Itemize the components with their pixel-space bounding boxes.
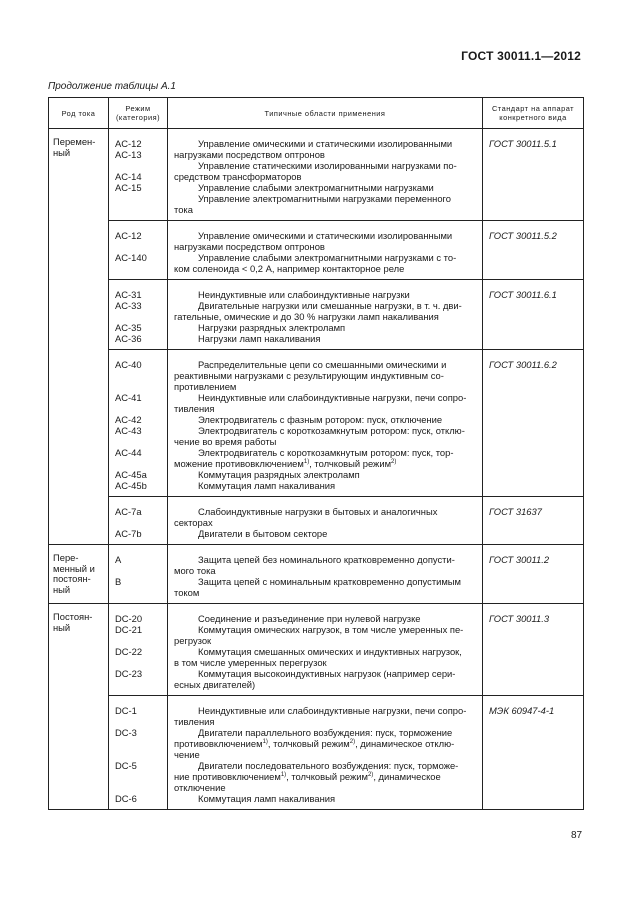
mode-code: A (115, 554, 122, 565)
application-text: Нагрузки разрядных электроламп (198, 322, 346, 333)
application-text: Управление статическими изолированными нагрузками по- (198, 160, 457, 171)
application-text: средством трансформаторов (174, 171, 302, 182)
standard-cell: ГОСТ 30011.2 (483, 545, 584, 604)
mode-code: AC-35 (115, 322, 142, 333)
application-text: в том числе умеренных перегрузок (174, 657, 327, 668)
mode-code (115, 565, 163, 576)
application-cell (168, 280, 483, 350)
application-text: ком соленоида < 0,2 А, например контакторное реле (174, 263, 405, 274)
application-text: Электродвигатель с фазным ротором: пуск, отключение (198, 414, 443, 425)
mode-code (115, 782, 163, 793)
mode-code (115, 716, 163, 727)
mode-code: AC-42 (115, 414, 142, 425)
standard-cell: ГОСТ 30011.5.1 (483, 129, 584, 221)
application-text: Электродвигатель с короткозамкнутым ротором: пуск, отклю- (198, 425, 465, 436)
application-text: чение (174, 749, 200, 760)
application-text: отключение (174, 782, 226, 793)
application-text: Управление омическими и статическими изолированными (198, 138, 453, 149)
page-number: 87 (571, 830, 583, 841)
mode-code: AC-45a (115, 469, 147, 480)
mode-code (115, 458, 163, 469)
mode-code: AC-14 (115, 171, 142, 182)
application-cell (168, 604, 483, 696)
mode-cell (109, 129, 168, 221)
mode-code: DC-1 (115, 705, 137, 716)
mode-code: AC-41 (115, 392, 142, 403)
application-text: Электродвигатель с короткозамкнутым ротором: пуск, тор- (198, 447, 454, 458)
application-text: ние противовключением$^{1)}$, толчковый режим$^{2)}$, динамическое (174, 771, 441, 782)
mode-code (115, 160, 163, 171)
mode-code (115, 311, 163, 322)
application-text: реактивными нагрузками с результирующим индуктивным со- (174, 370, 444, 381)
table-row (49, 129, 584, 221)
application-text: током (174, 587, 200, 598)
application-text: мого тока (174, 565, 216, 576)
application-text: можение противовключением$^{1)}$, толчковый режим$^{2)}$ (174, 458, 397, 469)
mode-cell (109, 350, 168, 497)
mode-cell (109, 497, 168, 545)
application-text: Соединение и разъединение при нулевой нагрузке (198, 613, 421, 624)
mode-code: AC-33 (115, 300, 142, 311)
mode-code: AC-13 (115, 149, 142, 160)
mode-code (115, 436, 163, 447)
application-text: секторах (174, 517, 213, 528)
mode-code (115, 381, 163, 392)
application-text: противлением (174, 381, 237, 392)
mode-code: AC-15 (115, 182, 142, 193)
application-text: тивления (174, 716, 215, 727)
mode-cell (109, 696, 168, 810)
application-text: чение во время работы (174, 436, 277, 447)
application-text: Двигательные нагрузки или смешанные нагрузки, в т. ч. дви- (198, 300, 462, 311)
application-text: Коммутация смешанных омических и индуктивных нагрузок, (198, 646, 462, 657)
mode-code: AC-140 (115, 252, 147, 263)
mode-code (115, 771, 163, 782)
mode-code: AC-7a (115, 506, 142, 517)
standard-cell: МЭК 60947-4-1 (483, 696, 584, 810)
mode-code: DC-3 (115, 727, 137, 738)
mode-code (115, 370, 163, 381)
application-text: Неиндуктивные или слабоиндуктивные нагрузки (198, 289, 410, 300)
application-text: Защита цепей без номинального кратковременно допусти- (198, 554, 455, 565)
application-text: Коммутация омических нагрузок, в том числе умеренных пе- (198, 624, 464, 635)
application-text: Двигатели параллельного возбуждения: пуск, торможение (198, 727, 453, 738)
mode-cell (109, 604, 168, 696)
mode-code: DC-20 (115, 613, 143, 624)
application-text: Распределительные цепи со смешанными омическими и (198, 359, 447, 370)
table-caption: Продолжение таблицы А.1 (48, 81, 176, 92)
application-text: Коммутация разрядных электроламп (198, 469, 360, 480)
mode-cell (109, 545, 168, 604)
application-cell (168, 696, 483, 810)
mode-code (115, 403, 163, 414)
mode-code (115, 749, 163, 760)
standards-table (48, 97, 584, 810)
table-row (49, 604, 584, 696)
mode-code (115, 738, 163, 749)
standard-cell: ГОСТ 30011.6.1 (483, 280, 584, 350)
table-row (49, 545, 584, 604)
current-kind-cell: Перемен-ный (49, 129, 109, 545)
mode-code: AC-31 (115, 289, 142, 300)
application-text: Двигатели последовательного возбуждения: пуск, торможе- (198, 760, 459, 771)
col-header-current-kind: Род тока (49, 98, 109, 129)
application-text: гательные, омические и до 30 % нагрузки ламп накаливания (174, 311, 439, 322)
standard-cell: ГОСТ 30011.6.2 (483, 350, 584, 497)
application-cell (168, 129, 483, 221)
table-row (49, 350, 584, 497)
table-row (49, 696, 584, 810)
mode-code: AC-40 (115, 359, 142, 370)
application-cell (168, 221, 483, 280)
mode-code: DC-23 (115, 668, 143, 679)
mode-code: AC-36 (115, 333, 142, 344)
mode-code: DC-22 (115, 646, 143, 657)
application-cell (168, 545, 483, 604)
table-header-row (49, 98, 584, 129)
table-body (49, 129, 584, 810)
application-cell (168, 497, 483, 545)
mode-cell (109, 280, 168, 350)
col-header-mode: Режим (категория) (109, 98, 168, 129)
mode-code: AC-7b (115, 528, 142, 539)
mode-cell (109, 221, 168, 280)
application-text: противовключением$^{1)}$, толчковый режим$^{2)}$, динамическое отклю- (174, 738, 455, 749)
application-text: Коммутация ламп накаливания (198, 793, 336, 804)
mode-code (115, 193, 163, 204)
mode-code: B (115, 576, 122, 587)
mode-code: DC-5 (115, 760, 137, 771)
mode-code: AC-43 (115, 425, 142, 436)
application-text: Коммутация высокоиндуктивных нагрузок (например сери- (198, 668, 456, 679)
application-text: Управление электромагнитными нагрузками переменного (198, 193, 451, 204)
application-text: Слабоиндуктивные нагрузки в бытовых и аналогичных (198, 506, 438, 517)
mode-code (115, 679, 163, 690)
table-row (49, 497, 584, 545)
application-text: Управление слабыми электромагнитными нагрузками (198, 182, 434, 193)
application-text: Двигатели в бытовом секторе (198, 528, 328, 539)
application-text: Управление омическими и статическими изолированными (198, 230, 453, 241)
col-header-applications: Типичные области применения (168, 98, 483, 129)
application-text: есных двигателей) (174, 679, 256, 690)
application-text: нагрузками посредством оптронов (174, 149, 325, 160)
application-text: тока (174, 204, 193, 215)
mode-code (115, 657, 163, 668)
mode-code (115, 635, 163, 646)
application-text: регрузок (174, 635, 212, 646)
application-text: Управление слабыми электромагнитными нагрузками с то- (198, 252, 457, 263)
mode-code: AC-44 (115, 447, 142, 458)
table-row (49, 221, 584, 280)
mode-code: AC-12 (115, 138, 142, 149)
mode-code: AC-45b (115, 480, 147, 491)
application-text: Защита цепей с номинальным кратковременно допустимым (198, 576, 461, 587)
standard-cell: ГОСТ 30011.3 (483, 604, 584, 696)
application-text: тивления (174, 403, 215, 414)
document-id: ГОСТ 30011.1—2012 (461, 49, 581, 63)
mode-code (115, 263, 163, 274)
col-header-standard: Стандарт на аппарат конкретного вида (483, 98, 584, 129)
mode-code: DC-21 (115, 624, 143, 635)
standard-cell: ГОСТ 31637 (483, 497, 584, 545)
application-text: нагрузками посредством оптронов (174, 241, 325, 252)
current-kind-cell: Постоян-ный (49, 604, 109, 810)
mode-code (115, 241, 163, 252)
current-kind-cell: Пере-менный и постоян-ный (49, 545, 109, 604)
standard-cell: ГОСТ 30011.5.2 (483, 221, 584, 280)
mode-code: DC-6 (115, 793, 137, 804)
mode-code: AC-12 (115, 230, 142, 241)
table-row (49, 280, 584, 350)
application-text: Нагрузки ламп накаливания (198, 333, 321, 344)
mode-code (115, 517, 163, 528)
application-text: Неиндуктивные или слабоиндуктивные нагрузки, печи сопро- (198, 392, 467, 403)
application-cell (168, 350, 483, 497)
application-text: Неиндуктивные или слабоиндуктивные нагрузки, печи сопро- (198, 705, 467, 716)
application-text: Коммутация ламп накаливания (198, 480, 336, 491)
